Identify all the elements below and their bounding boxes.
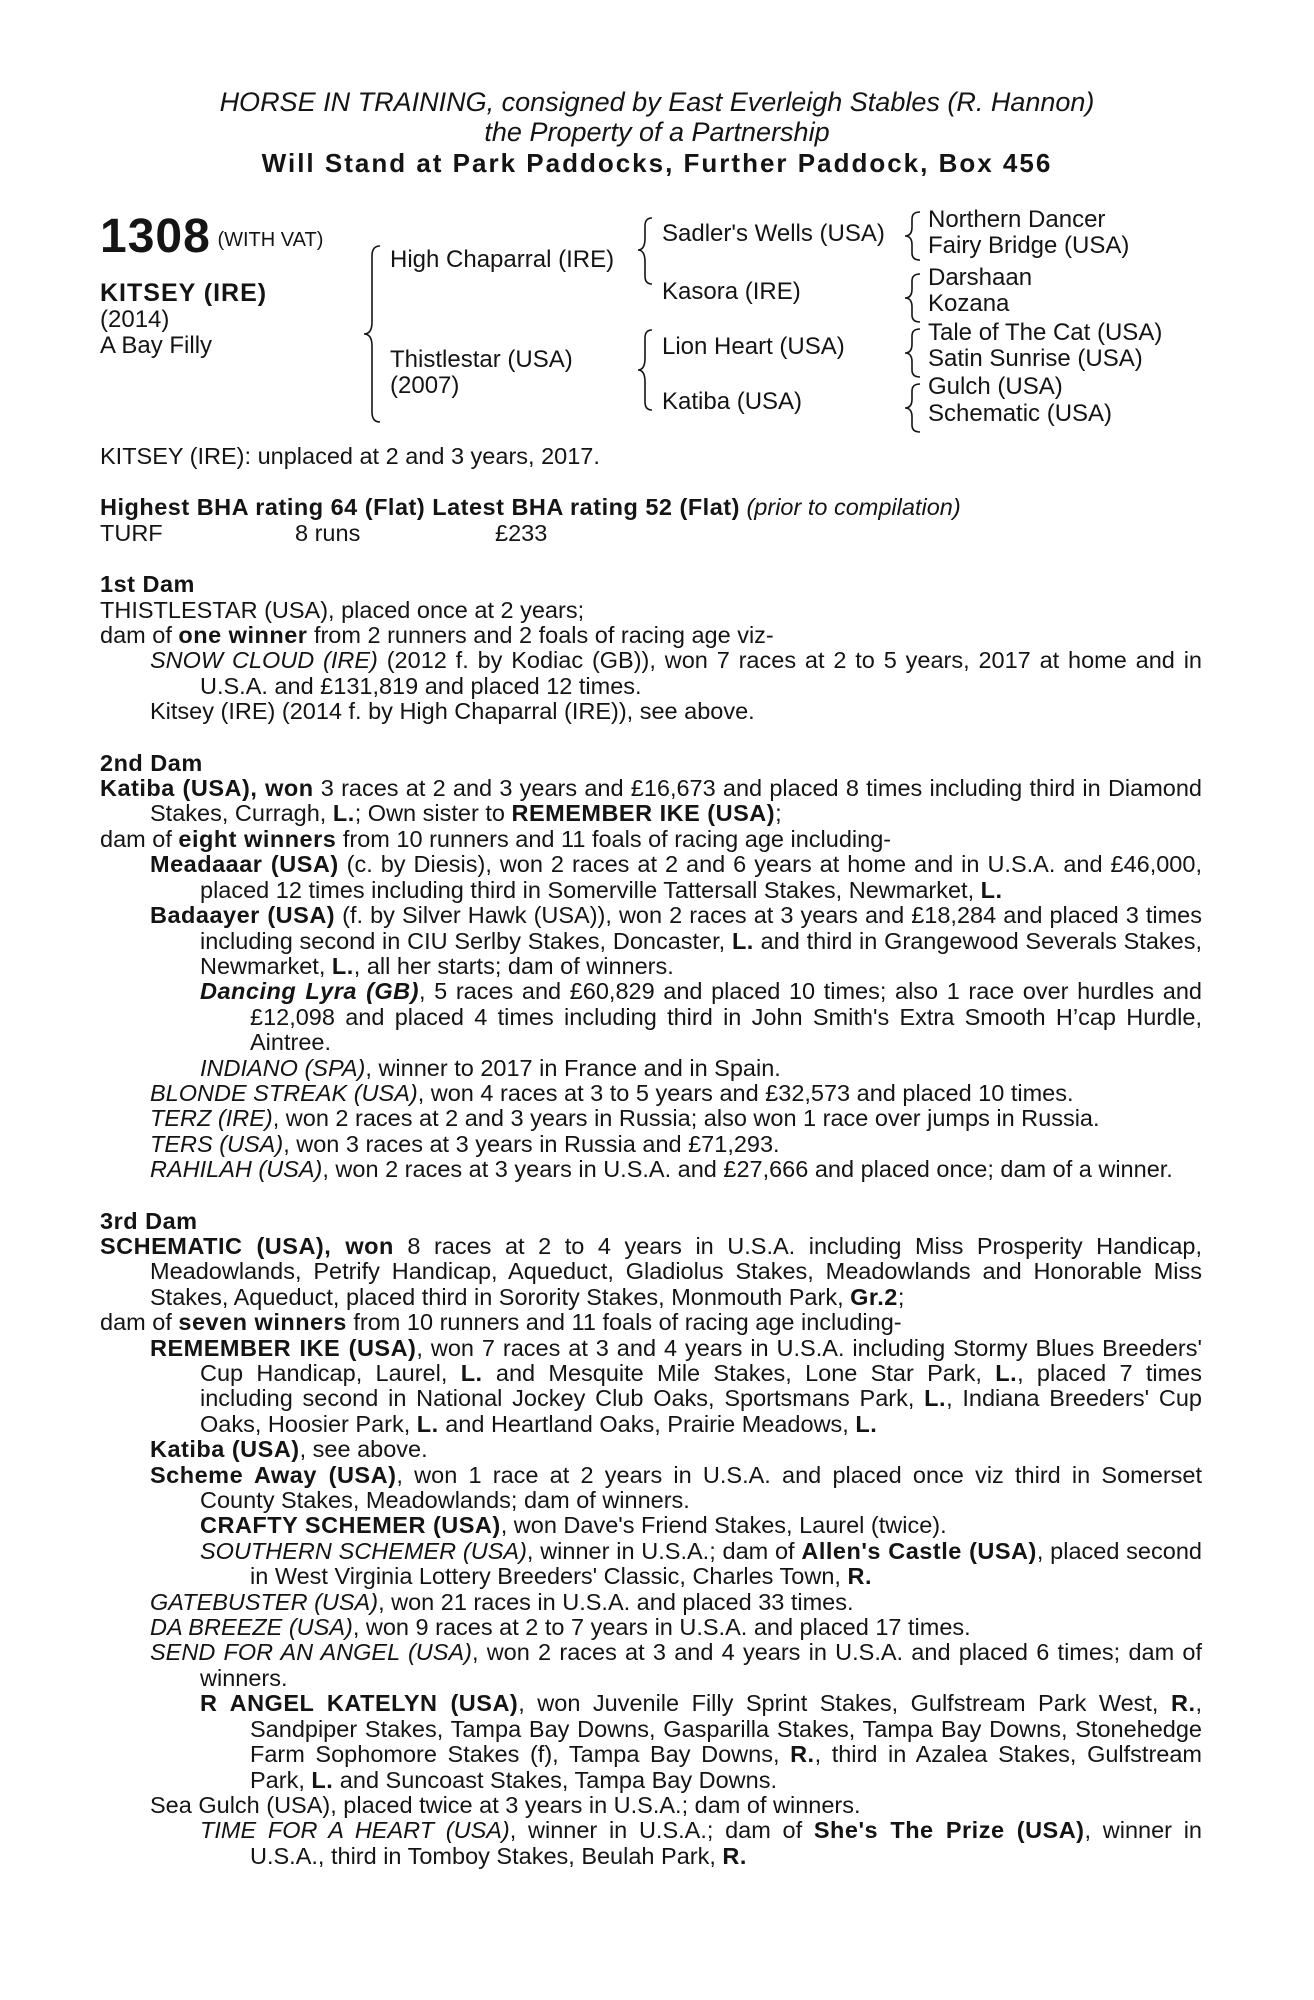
consignor-line: HORSE IN TRAINING, consigned by East Everleigh Stables (R. Hannon): [219, 87, 1095, 117]
third-dam-produce: dam of seven winners from 10 runners and 11 foals of racing age including-: [100, 1309, 902, 1336]
race-summary: KITSEY (IRE): unplaced at 2 and 3 years, 2017.: [100, 443, 600, 469]
first-dam-record: THISTLESTAR (USA), placed once at 2 years;: [100, 596, 585, 623]
property-line: the Property of a Partnership: [484, 117, 830, 147]
dam-sire: Lion Heart (USA): [662, 333, 845, 360]
first-dam-heading: 1st Dam: [100, 571, 195, 598]
turf-record: [100, 521, 1202, 546]
turf-surface: TURF: [100, 519, 163, 546]
produce-time-for-a-heart: TIME FOR A HEART (USA), winner in U.S.A.; dam of She's The Prize (USA), winner in U.S.A., third in Tomboy Stakes, Beulah Park, R.: [200, 1817, 1203, 1869]
second-dam-produce: dam of eight winners from 10 runners and 11 foals of racing age including-: [100, 825, 892, 852]
produce-terz: TERZ (IRE), won 2 races at 2 and 3 years in Russia; also won 1 race over jumps in Russia.: [150, 1105, 1100, 1132]
second-dam-record: Katiba (USA), won 3 races at 2 and 3 years and £16,673 and placed 8 times including third in Diamond Stakes, Curragh, L.; Own sister to REMEMBER IKE (USA);: [100, 775, 1202, 827]
horse-year: (2014): [100, 306, 170, 333]
sire: High Chaparral (IRE): [390, 246, 615, 273]
produce-gatebuster: GATEBUSTER (USA), won 21 races in U.S.A. and placed 33 times.: [150, 1588, 854, 1615]
sire-dam: Kasora (IRE): [662, 278, 801, 305]
produce-southern-schemer: SOUTHERN SCHEMER (USA), winner in U.S.A.; dam of Allen's Castle (USA), placed second in West Virginia Lottery Breeders' Classic, Charles Town, R.: [200, 1537, 1202, 1590]
turf-earnings: £233: [495, 519, 548, 546]
third-dam-record: SCHEMATIC (USA), won 8 races at 2 to 4 years in U.S.A. including Miss Prosperity Handicap, Meadowlands, Petrify Handicap, Aqueduct, Gladiolus Stakes, Meadowlands and Honorable Miss Stakes, Aqueduct, placed third in Sorority Stakes, Monmouth Park, Gr.2;: [100, 1232, 1202, 1310]
sire-sire: Sadler's Wells (USA): [662, 220, 885, 247]
pedigree-braces: [0, 0, 1314, 440]
produce-ters: TERS (USA), won 3 races at 3 years in Russia and £71,293.: [150, 1130, 780, 1157]
produce-kitsey: Kitsey (IRE) (2014 f. by High Chaparral (IRE)), see above.: [150, 698, 755, 725]
dam-dam: Katiba (USA): [662, 388, 803, 415]
lot-number: 1308: [100, 210, 211, 263]
dam-year: (2007): [390, 372, 460, 399]
dam-dam-sire: Gulch (USA): [928, 373, 1063, 400]
sire-dam-sire: Darshaan: [928, 264, 1033, 291]
produce-blonde-streak: BLONDE STREAK (USA), won 4 races at 3 to 5 years and £32,573 and placed 10 times.: [150, 1079, 1074, 1106]
dam-sire-sire: Tale of The Cat (USA): [928, 319, 1163, 346]
produce-sea-gulch: Sea Gulch (USA), placed twice at 3 years in U.S.A.; dam of winners.: [150, 1791, 861, 1818]
dam-sire-dam: Satin Sunrise (USA): [928, 345, 1143, 372]
box-location: Will Stand at Park Paddocks, Further Paddock, Box 456: [261, 148, 1053, 178]
produce-katiba: Katiba (USA), see above.: [150, 1436, 428, 1463]
produce-snow-cloud: SNOW CLOUD (IRE) (2012 f. by Kodiac (GB)), won 7 races at 2 to 5 years, 2017 at home and in U.S.A. and £131,819 and placed 12 times.: [150, 647, 1202, 699]
produce-send-for-an-angel: SEND FOR AN ANGEL (USA), won 2 races at 3 and 4 years in U.S.A. and placed 6 times; dam of winners.: [150, 1639, 1202, 1691]
first-dam-produce: dam of one winner from 2 runners and 2 foals of racing age viz-: [100, 622, 774, 649]
bha-ratings-text: Highest BHA rating 64 (Flat) Latest BHA rating 52 (Flat): [100, 494, 740, 521]
produce-dancing-lyra: Dancing Lyra (GB), 5 races and £60,829 and placed 10 times; also 1 race over hurdles and £12,098 and placed 4 times including third in John Smith's Extra Smooth H’cap Hurdle, Aintree.: [200, 978, 1202, 1056]
sire-sire-dam: Fairy Bridge (USA): [928, 232, 1130, 259]
produce-indiano: INDIANO (SPA), winner to 2017 in France and in Spain.: [200, 1054, 781, 1081]
bha-ratings: [100, 495, 1202, 520]
produce-r-angel-katelyn: R ANGEL KATELYN (USA), won Juvenile Filly Sprint Stakes, Gulfstream Park West, R., Sandpiper Stakes, Tampa Bay Downs, Gasparilla Stakes, Tampa Bay Downs, Stonehedge Farm Sophomore Stakes (f), Tampa Bay Downs, R., third in Azalea Stakes, Gulfstream Park, L. and Suncoast Stakes, Tampa Bay Downs.: [200, 1690, 1202, 1793]
second-dam-heading: 2nd Dam: [100, 749, 203, 776]
produce-da-breeze: DA BREEZE (USA), won 9 races at 2 to 7 years in U.S.A. and placed 17 times.: [150, 1614, 971, 1641]
produce-scheme-away: Scheme Away (USA), won 1 race at 2 years in U.S.A. and placed once viz third in Somerset County Stakes, Meadowlands; dam of winners.: [150, 1461, 1202, 1514]
horse-description: A Bay Filly: [100, 332, 213, 359]
produce-badaayer: Badaayer (USA) (f. by Silver Hawk (USA)), won 2 races at 3 years and £18,284 and placed 3 times including second in CIU Serlby Stakes, Doncaster, L. and third in Grangewood Severals Stakes, Newmarket, L., all her starts; dam of winners.: [150, 902, 1202, 979]
ratings-note: (prior to compilation): [746, 494, 961, 521]
sire-dam-dam: Kozana: [928, 290, 1010, 317]
third-dam-heading: 3rd Dam: [100, 1207, 198, 1234]
dam-dam-dam: Schematic (USA): [928, 400, 1113, 427]
vat-label: (WITH VAT): [217, 229, 324, 251]
produce-meadaaar: Meadaaar (USA) (c. by Diesis), won 2 races at 2 and 6 years at home and in U.S.A. and £46,000, placed 12 times including third in Somerville Tattersall Stakes, Newmarket, L.: [150, 851, 1202, 903]
catalogue-body: [100, 444, 1202, 1869]
produce-crafty-schemer: CRAFTY SCHEMER (USA), won Dave's Friend Stakes, Laurel (twice).: [200, 1512, 947, 1539]
horse-name: KITSEY (IRE): [100, 279, 268, 307]
sire-sire-sire: Northern Dancer: [928, 206, 1106, 233]
produce-remember-ike: REMEMBER IKE (USA), won 7 races at 3 and 4 years in U.S.A. including Stormy Blues Breeders' Cup Handicap, Laurel, L. and Mesquite Mile Stakes, Lone Star Park, L., placed 7 times including second in National Jockey Club Oaks, Sportsmans Park, L., Indiana Breeders' Cup Oaks, Hoosier Park, L. and Heartland Oaks, Prairie Meadows, L.: [150, 1334, 1202, 1437]
turf-runs: 8 runs: [295, 519, 361, 546]
produce-rahilah: RAHILAH (USA), won 2 races at 3 years in U.S.A. and £27,666 and placed once; dam of a winner.: [150, 1156, 1173, 1183]
dam: Thistlestar (USA): [390, 346, 573, 373]
